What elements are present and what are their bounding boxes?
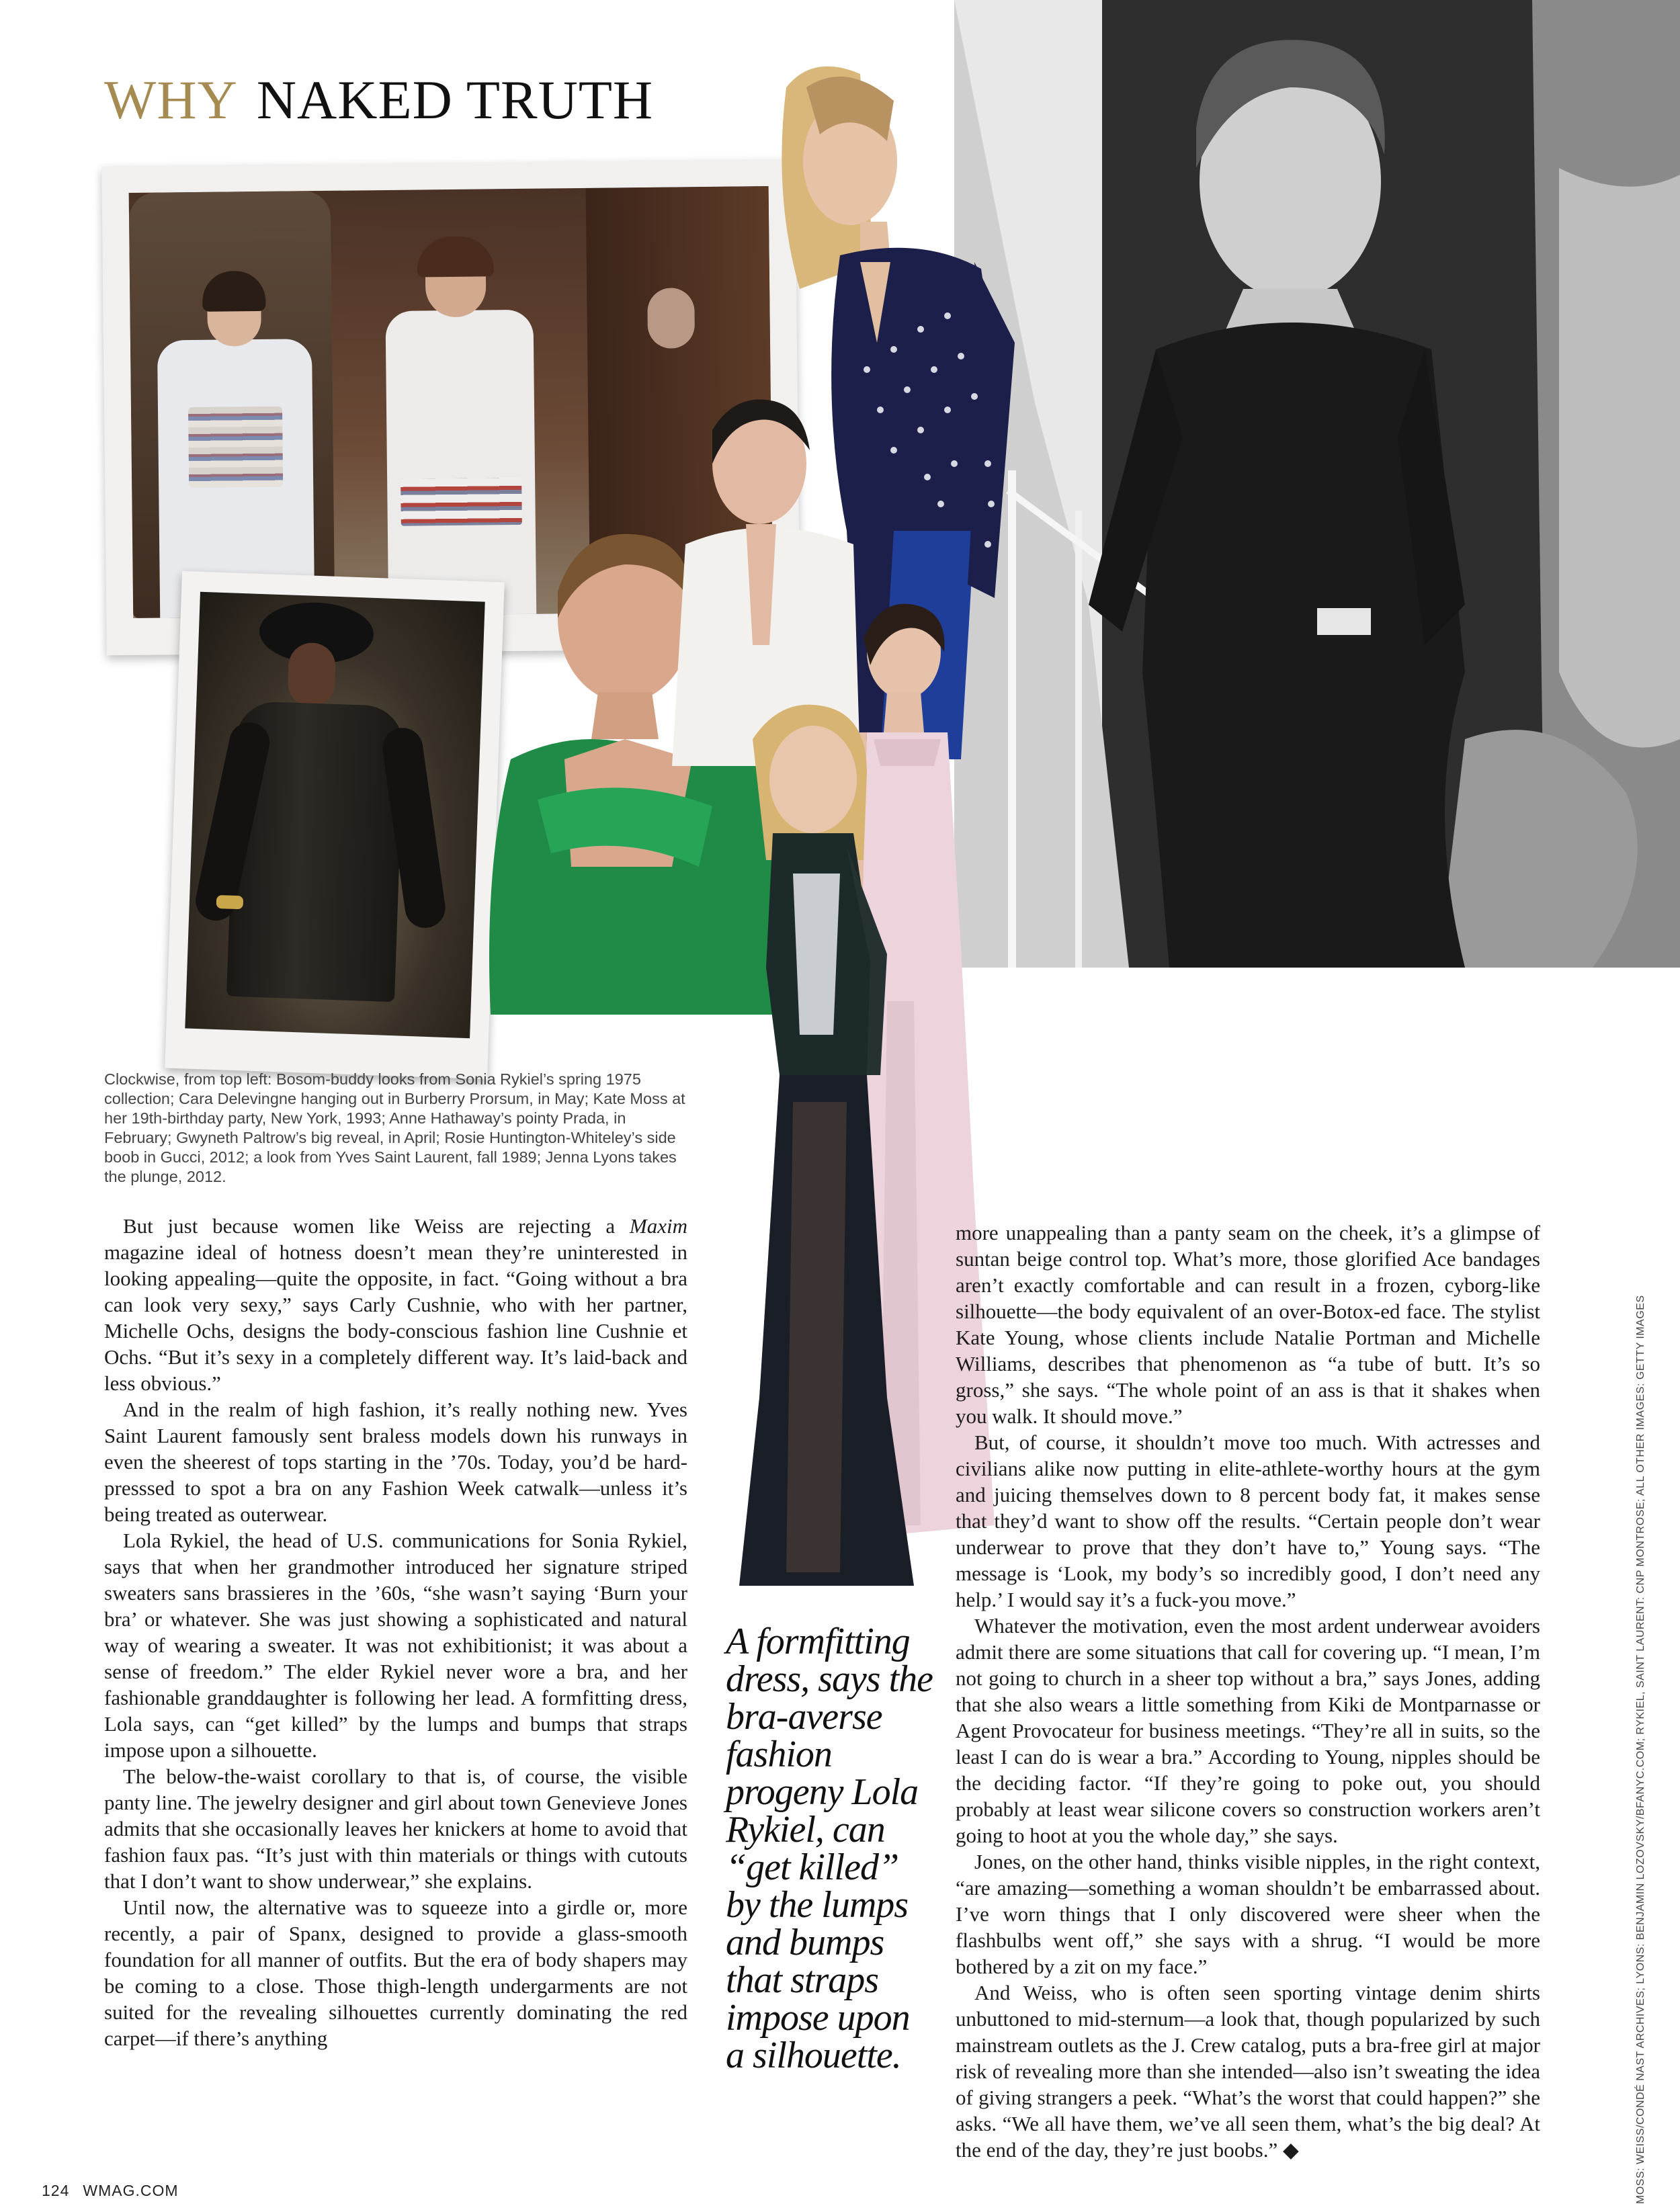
ysl-fall-1989-polaroid: [165, 571, 505, 1079]
pull-quote: A formfitting dress, says the bra-averse fashion progeny Lola Rykiel, can “get killed” by the lumps and bumps that straps impose upon a silhouette.: [726, 1621, 933, 2076]
photo-credits: [1616, 1183, 1646, 2204]
paragraph: And Weiss, who is often seen sporting vintage denim shirts unbuttoned to mid-sternum—a look that, though popularized by such mainstream outlets as the J. Crew catalog, puts a bra-free girl at major risk of revealing more than she intended—also isn’t sweating the idea of giving strangers a peek. “What’s the worst that could happen?” she asks. “We all have them, we’ve all seen them, what’s the big deal? At the end of the day, they’re just boobs.” ◆: [956, 1981, 1540, 2162]
paragraph: But, of course, it shouldn’t move too much. With actresses and civilians alike now putting in elite-athlete-worthy hours at the gym and juicing themselves down to 8 percent body fat, it makes sense that they’d want to show off the results. “Certain people don’t wear underwear to prove that they don’t have to,” Young says. “The message is ‘Look, my body’s so incredibly good, I don’t need any help.’ I would say it’s a fuck-you move.”: [956, 1431, 1540, 1611]
photo-caption: Clockwise, from top left: Bosom-buddy looks from Sonia Rykiel’s spring 1975 collection; Cara Delevingne hanging out in Burberry Prorsum, in May; Kate Moss at her 19th-birthday party, New York, 1993; Anne Hathaway’s pointy Prada, in February; Gwyneth Paltrow’s big reveal, in April; Rosie Huntington-Whiteley’s side boob in Gucci, 2012; a look from Yves Saint Laurent, fall 1989; Jenna Lyons takes the plunge, 2012.: [104, 1070, 685, 1185]
section-title: [104, 69, 654, 130]
paragraph: more unappealing than a panty seam on the cheek, it’s a glimpse of suntan beige control top. What’s more, those glorified Ace bandages aren’t exactly comfortable and can result in a frozen, cyborg-like silhouette—the body equivalent of an over-Botox-ed face. The stylist Kate Young, whose clients include Natalie Portman and Michelle Williams, describes that phenomenon as “a tube of butt. It’s so gross,” she says. “The whole point of an ass is that it shakes when you walk. It should move.”: [956, 1221, 1540, 1428]
paragraph: The below-the-waist corollary to that is, of course, the visible panty line. The jewelry designer and girl about town Genevieve Jones admits that she occasionally leaves her knickers at home to avoid that fashion faux pas. “It’s just with thin materials or things with cutouts that I don’t want to show underwear,” she explains.: [104, 1764, 687, 1893]
paragraph: Until now, the alternative was to squeeze into a girdle or, more recently, a pair of Spanx, designed to provide a glass-smooth foundation for all manner of outfits. But the era of body shapers may be coming to a close. Those thigh-length undergarments are not suited for the revealing silhouettes currently dominating the red carpet—if there’s anything: [104, 1896, 687, 2050]
kate-moss-photo: [954, 0, 1680, 968]
gwyneth-paltrow-photo: [712, 699, 941, 1599]
paragraph: And in the realm of high fashion, it’s really nothing new. Yves Saint Laurent famously sent braless models down his runways in even the sheerest of tops starting in the ’70s. Today, you’d be hard-presssed to spot a bra on any Fashion Week catwalk—unless it’s being treated as outerwear.: [104, 1398, 687, 1526]
folio: [42, 2182, 179, 2200]
photo-credits-text: MOSS: WEISS/CONDÉ NAST ARCHIVES; LYONS: BENJAMIN LOZOVSKY/BFANYC.COM; RYKIEL, SAINT LAURENT: CNP MONTROSE; ALL OTHER IMAGES: GETTY IMAGES: [1635, 1295, 1646, 2204]
paragraph: Jones, on the other hand, thinks visible nipples, in the right context, “are amazing—something a woman shouldn’t be embarrassed about. I’ve worn things that I only discovered were sheer when the flashbulbs went off,” she says with a shrug. “I would be more bothered by a zit on my face.”: [956, 1850, 1540, 1978]
site-name: WMAG.COM: [83, 2182, 179, 2199]
paragraph: Whatever the motivation, even the most ardent underwear avoiders admit there are some situations that call for covering up. “I mean, I’m not going to church in a sheer top without a bra,” says Jones, adding that she also wears a little something from Kiki de Montparnasse or Agent Provocateur for business meetings. “They’re all in suits, so the least I can do is wear a bra.” According to Young, nipples should be the deciding factor. “If they’re going to poke out, you should probably at least wear silicone covers so construction workers aren’t going to hoot at you the whole day,” she says.: [956, 1614, 1540, 1847]
page-number: 124: [42, 2182, 70, 2199]
body-column-left: [104, 1213, 687, 2051]
headline: NAKED TRUTH: [256, 69, 654, 130]
section-kicker: WHY: [104, 69, 238, 130]
paragraph: Lola Rykiel, the head of U.S. communications for Sonia Rykiel, says that when her grandmother introduced her signature striped sweaters sans brassieres in the ’60s, “she wasn’t saying ‘Burn your bra’ or whatever. She was just showing a sophisticated and natural way of wearing a sweater. It was not exhibitionist; it was about a sense of freedom.” The elder Rykiel never wore a bra, and her fashionable granddaughter is following her lead. A formfitting dress, Lola says, can “get killed” by the lumps and bumps that straps impose upon a silhouette.: [104, 1529, 687, 1762]
paragraph: But just because women like Weiss are rejecting a Maxim magazine ideal of hotness doesn’t mean they’re uninterested in looking appealing—quite the opposite, in fact. “Going without a bra can look very sexy,” says Carly Cushnie, who with her partner, Michelle Ochs, designs the body-conscious fashion line Cushnie et Ochs. “But it’s sexy in a completely different way. It’s laid-back and less obvious.”: [104, 1214, 687, 1395]
body-column-right: [956, 1220, 1540, 2163]
